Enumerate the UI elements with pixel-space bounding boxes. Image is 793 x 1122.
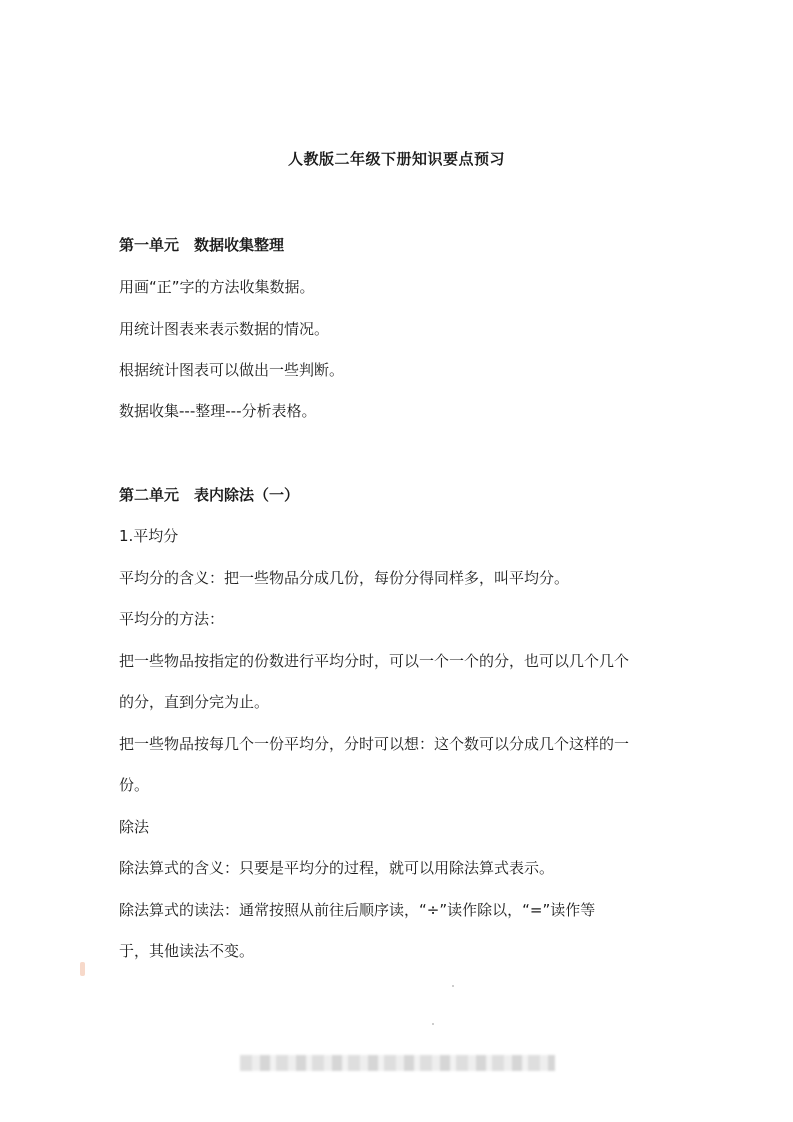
unit2-line-6: 把一些物品按每几个一份平均分，分时可以想：这个数可以分成几个这样的一 <box>119 735 630 753</box>
unit2-heading: 第二单元 表内除法（一） <box>119 486 300 504</box>
unit1-line-4: 数据收集---整理---分析表格。 <box>119 402 317 420</box>
scan-edge-mark <box>80 962 85 976</box>
unit2-line-7: 份。 <box>119 776 150 794</box>
unit2-line-11: 于，其他读法不变。 <box>119 942 255 960</box>
unit1-line-1: 用画“正”字的方法收集数据。 <box>119 278 315 296</box>
unit2-line-5: 的分，直到分完为止。 <box>119 693 270 711</box>
unit2-line-3: 平均分的方法： <box>119 610 225 628</box>
unit1-line-2: 用统计图表来表示数据的情况。 <box>119 320 330 338</box>
unit1-heading: 第一单元 数据收集整理 <box>119 236 285 254</box>
document-title: 人教版二年级下册知识要点预习 <box>287 150 505 168</box>
unit2-line-1: 1.平均分 <box>119 527 179 545</box>
scan-dot <box>432 1023 434 1025</box>
unit2-line-9: 除法算式的含义：只要是平均分的过程，就可以用除法算式表示。 <box>119 859 555 877</box>
unit2-line-2: 平均分的含义：把一些物品分成几份，每份分得同样多，叫平均分。 <box>119 569 570 587</box>
blurred-watermark <box>240 1055 555 1071</box>
scan-dot <box>452 985 454 987</box>
unit2-line-4: 把一些物品按指定的份数进行平均分时，可以一个一个的分，也可以几个几个 <box>119 652 630 670</box>
unit2-line-10: 除法算式的读法：通常按照从前往后顺序读，“÷”读作除以，“=”读作等 <box>119 901 596 919</box>
unit1-line-3: 根据统计图表可以做出一些判断。 <box>119 361 345 379</box>
unit2-line-8: 除法 <box>119 818 150 836</box>
